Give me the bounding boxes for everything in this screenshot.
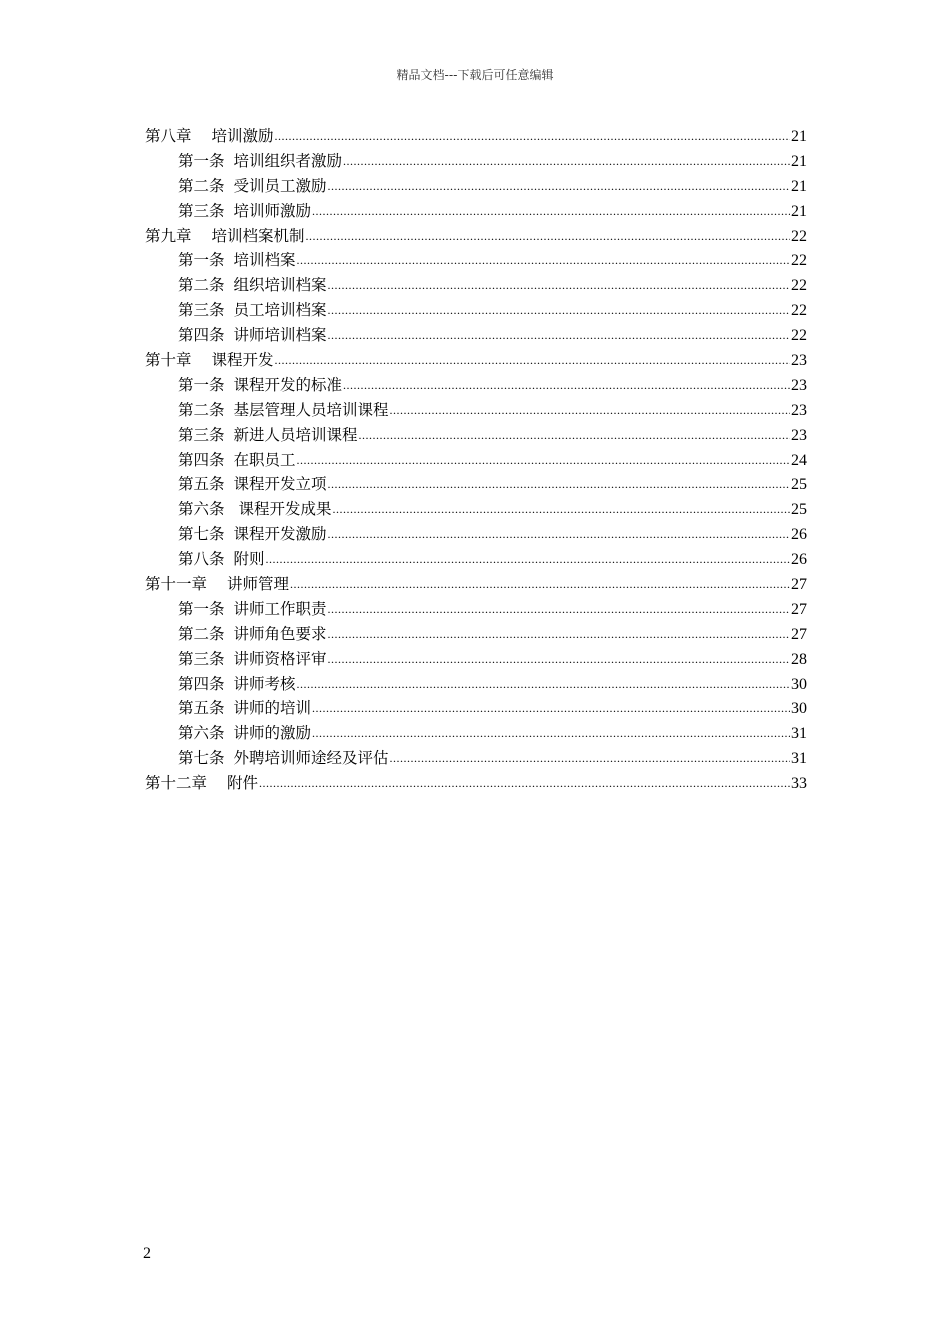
toc-dot-leader (312, 721, 790, 746)
toc-entry-page: 21 (791, 177, 807, 195)
toc-entry-number: 第二条 (178, 176, 225, 195)
toc-entry-page: 23 (791, 401, 807, 419)
toc-entry-page: 22 (791, 252, 807, 270)
toc-entry-number: 第三条 (178, 425, 225, 444)
toc-dot-leader (390, 746, 790, 771)
toc-entry-title: 附则 (233, 550, 265, 569)
toc-article-entry[interactable] (145, 273, 807, 298)
toc-dot-leader (328, 647, 790, 672)
toc-entry-page: 22 (791, 227, 807, 245)
toc-entry-title: 讲师的激励 (233, 724, 312, 743)
toc-entry-title: 讲师培训档案 (233, 326, 327, 345)
toc-dot-leader (332, 497, 790, 522)
toc-entry-number: 第三条 (178, 301, 225, 320)
toc-entry-number: 第四条 (178, 674, 225, 693)
toc-entry-page: 26 (791, 551, 807, 569)
toc-dot-leader (328, 323, 790, 348)
toc-entry-page: 26 (791, 526, 807, 544)
toc-entry-title: 基层管理人员培训课程 (233, 400, 389, 419)
toc-entry-title: 讲师资格评审 (233, 649, 327, 668)
toc-entry-page: 22 (791, 327, 807, 345)
toc-chapter-entry[interactable] (145, 224, 807, 249)
toc-entry-page: 27 (791, 625, 807, 643)
toc-entry-page: 33 (791, 775, 807, 793)
toc-entry-title: 培训师激励 (233, 201, 312, 220)
toc-entry-page: 31 (791, 725, 807, 743)
toc-entry-page: 21 (791, 202, 807, 220)
toc-entry-number: 第三条 (178, 201, 225, 220)
toc-entry-title: 培训档案 (233, 251, 296, 270)
page-header: 精品文档---下载后可任意编辑 (396, 68, 554, 82)
toc-article-entry[interactable] (145, 398, 807, 423)
toc-entry-number: 第五条 (178, 475, 225, 494)
toc-article-entry[interactable] (145, 547, 807, 572)
toc-entry-page: 24 (791, 451, 807, 469)
toc-article-entry[interactable] (145, 149, 807, 174)
toc-entry-page: 28 (791, 650, 807, 668)
toc-entry-title: 在职员工 (233, 450, 296, 469)
toc-entry-page: 30 (791, 700, 807, 718)
toc-entry-number: 第七条 (178, 525, 225, 544)
toc-article-entry[interactable] (145, 373, 807, 398)
toc-entry-page: 23 (791, 352, 807, 370)
table-of-contents (145, 124, 807, 796)
toc-article-entry[interactable] (145, 497, 807, 522)
toc-dot-leader (297, 448, 790, 473)
toc-entry-title: 外聘培训师途经及评估 (233, 749, 389, 768)
toc-dot-leader (328, 472, 790, 497)
toc-entry-number: 第二条 (178, 276, 225, 295)
toc-dot-leader (359, 423, 790, 448)
toc-entry-page: 23 (791, 426, 807, 444)
toc-chapter-entry[interactable] (145, 124, 807, 149)
toc-entry-page: 27 (791, 576, 807, 594)
toc-article-entry[interactable] (145, 423, 807, 448)
page-number: 2 (143, 1245, 151, 1262)
toc-dot-leader (328, 298, 790, 323)
toc-entry-number: 第十二章 (145, 774, 208, 793)
toc-entry-title: 培训组织者激励 (233, 151, 343, 170)
toc-entry-title: 新进人员培训课程 (233, 425, 358, 444)
toc-entry-number: 第六条 (178, 724, 225, 743)
toc-dot-leader (343, 149, 790, 174)
toc-entry-title: 员工培训档案 (233, 301, 327, 320)
toc-entry-title: 课程开发 (211, 351, 274, 370)
toc-article-entry[interactable] (145, 323, 807, 348)
toc-chapter-entry[interactable] (145, 771, 807, 796)
toc-entry-number: 第十章 (145, 351, 192, 370)
toc-entry-number: 第一条 (178, 375, 225, 394)
toc-entry-number: 第四条 (178, 326, 225, 345)
toc-entry-number: 第七条 (178, 749, 225, 768)
toc-article-entry[interactable] (145, 298, 807, 323)
toc-entry-number: 第九章 (145, 226, 192, 245)
toc-entry-title: 讲师工作职责 (233, 599, 327, 618)
toc-entry-title: 讲师角色要求 (233, 624, 327, 643)
toc-entry-title: 课程开发的标准 (233, 375, 343, 394)
toc-dot-leader (328, 273, 790, 298)
toc-entry-page: 22 (791, 277, 807, 295)
toc-entry-title: 讲师考核 (233, 674, 296, 693)
toc-entry-page: 27 (791, 600, 807, 618)
toc-entry-number: 第四条 (178, 450, 225, 469)
toc-article-entry[interactable] (145, 199, 807, 224)
toc-entry-page: 23 (791, 376, 807, 394)
toc-entry-number: 第六条 (178, 500, 225, 519)
toc-entry-number: 第一条 (178, 251, 225, 270)
toc-entry-title: 课程开发激励 (233, 525, 327, 544)
toc-dot-leader (328, 597, 790, 622)
toc-article-entry[interactable] (145, 597, 807, 622)
toc-article-entry[interactable] (145, 472, 807, 497)
toc-article-entry[interactable] (145, 696, 807, 721)
toc-dot-leader (275, 348, 790, 373)
toc-article-entry[interactable] (145, 622, 807, 647)
toc-article-entry[interactable] (145, 448, 807, 473)
toc-entry-number: 第二条 (178, 400, 225, 419)
toc-dot-leader (328, 522, 790, 547)
toc-entry-number: 第一条 (178, 599, 225, 618)
toc-entry-number: 第八条 (178, 550, 225, 569)
toc-article-entry[interactable] (145, 721, 807, 746)
toc-entry-page: 21 (791, 128, 807, 145)
toc-entry-title: 组织培训档案 (233, 276, 327, 295)
toc-dot-leader (297, 672, 790, 697)
toc-dot-leader (390, 398, 790, 423)
toc-dot-leader (312, 199, 790, 224)
toc-entry-number: 第一条 (178, 151, 225, 170)
toc-chapter-entry[interactable] (145, 348, 807, 373)
toc-chapter-entry[interactable] (145, 572, 807, 597)
toc-dot-leader (328, 174, 790, 199)
toc-entry-title: 讲师的培训 (233, 699, 312, 718)
toc-entry-title: 附件 (227, 774, 259, 793)
toc-article-entry[interactable] (145, 647, 807, 672)
toc-entry-number: 第八章 (145, 127, 192, 145)
toc-entry-page: 25 (791, 501, 807, 519)
toc-dot-leader (297, 248, 790, 273)
toc-entry-page: 25 (791, 476, 807, 494)
toc-entry-title: 课程开发立项 (233, 475, 327, 494)
toc-dot-leader (266, 547, 790, 572)
toc-entry-title: 讲师管理 (227, 575, 290, 594)
toc-article-entry[interactable] (145, 248, 807, 273)
toc-entry-page: 21 (791, 152, 807, 170)
toc-entry-number: 第三条 (178, 649, 225, 668)
toc-dot-leader (290, 572, 790, 597)
toc-entry-number: 第十一章 (145, 575, 208, 594)
toc-dot-leader (312, 696, 790, 721)
toc-dot-leader (328, 622, 790, 647)
toc-article-entry[interactable] (145, 746, 807, 771)
toc-entry-title: 受训员工激励 (233, 176, 327, 195)
toc-article-entry[interactable] (145, 174, 807, 199)
toc-entry-title: 培训激励 (211, 127, 274, 145)
toc-article-entry[interactable] (145, 672, 807, 697)
toc-article-entry[interactable] (145, 522, 807, 547)
toc-dot-leader (306, 224, 790, 249)
toc-entry-number: 第五条 (178, 699, 225, 718)
toc-entry-number: 第二条 (178, 624, 225, 643)
toc-entry-title: 课程开发成果 (233, 500, 332, 519)
toc-entry-page: 30 (791, 675, 807, 693)
toc-dot-leader (275, 124, 790, 149)
toc-entry-title: 培训档案机制 (211, 226, 305, 245)
toc-dot-leader (259, 771, 790, 796)
toc-entry-page: 22 (791, 302, 807, 320)
toc-dot-leader (343, 373, 790, 398)
toc-entry-page: 31 (791, 750, 807, 768)
